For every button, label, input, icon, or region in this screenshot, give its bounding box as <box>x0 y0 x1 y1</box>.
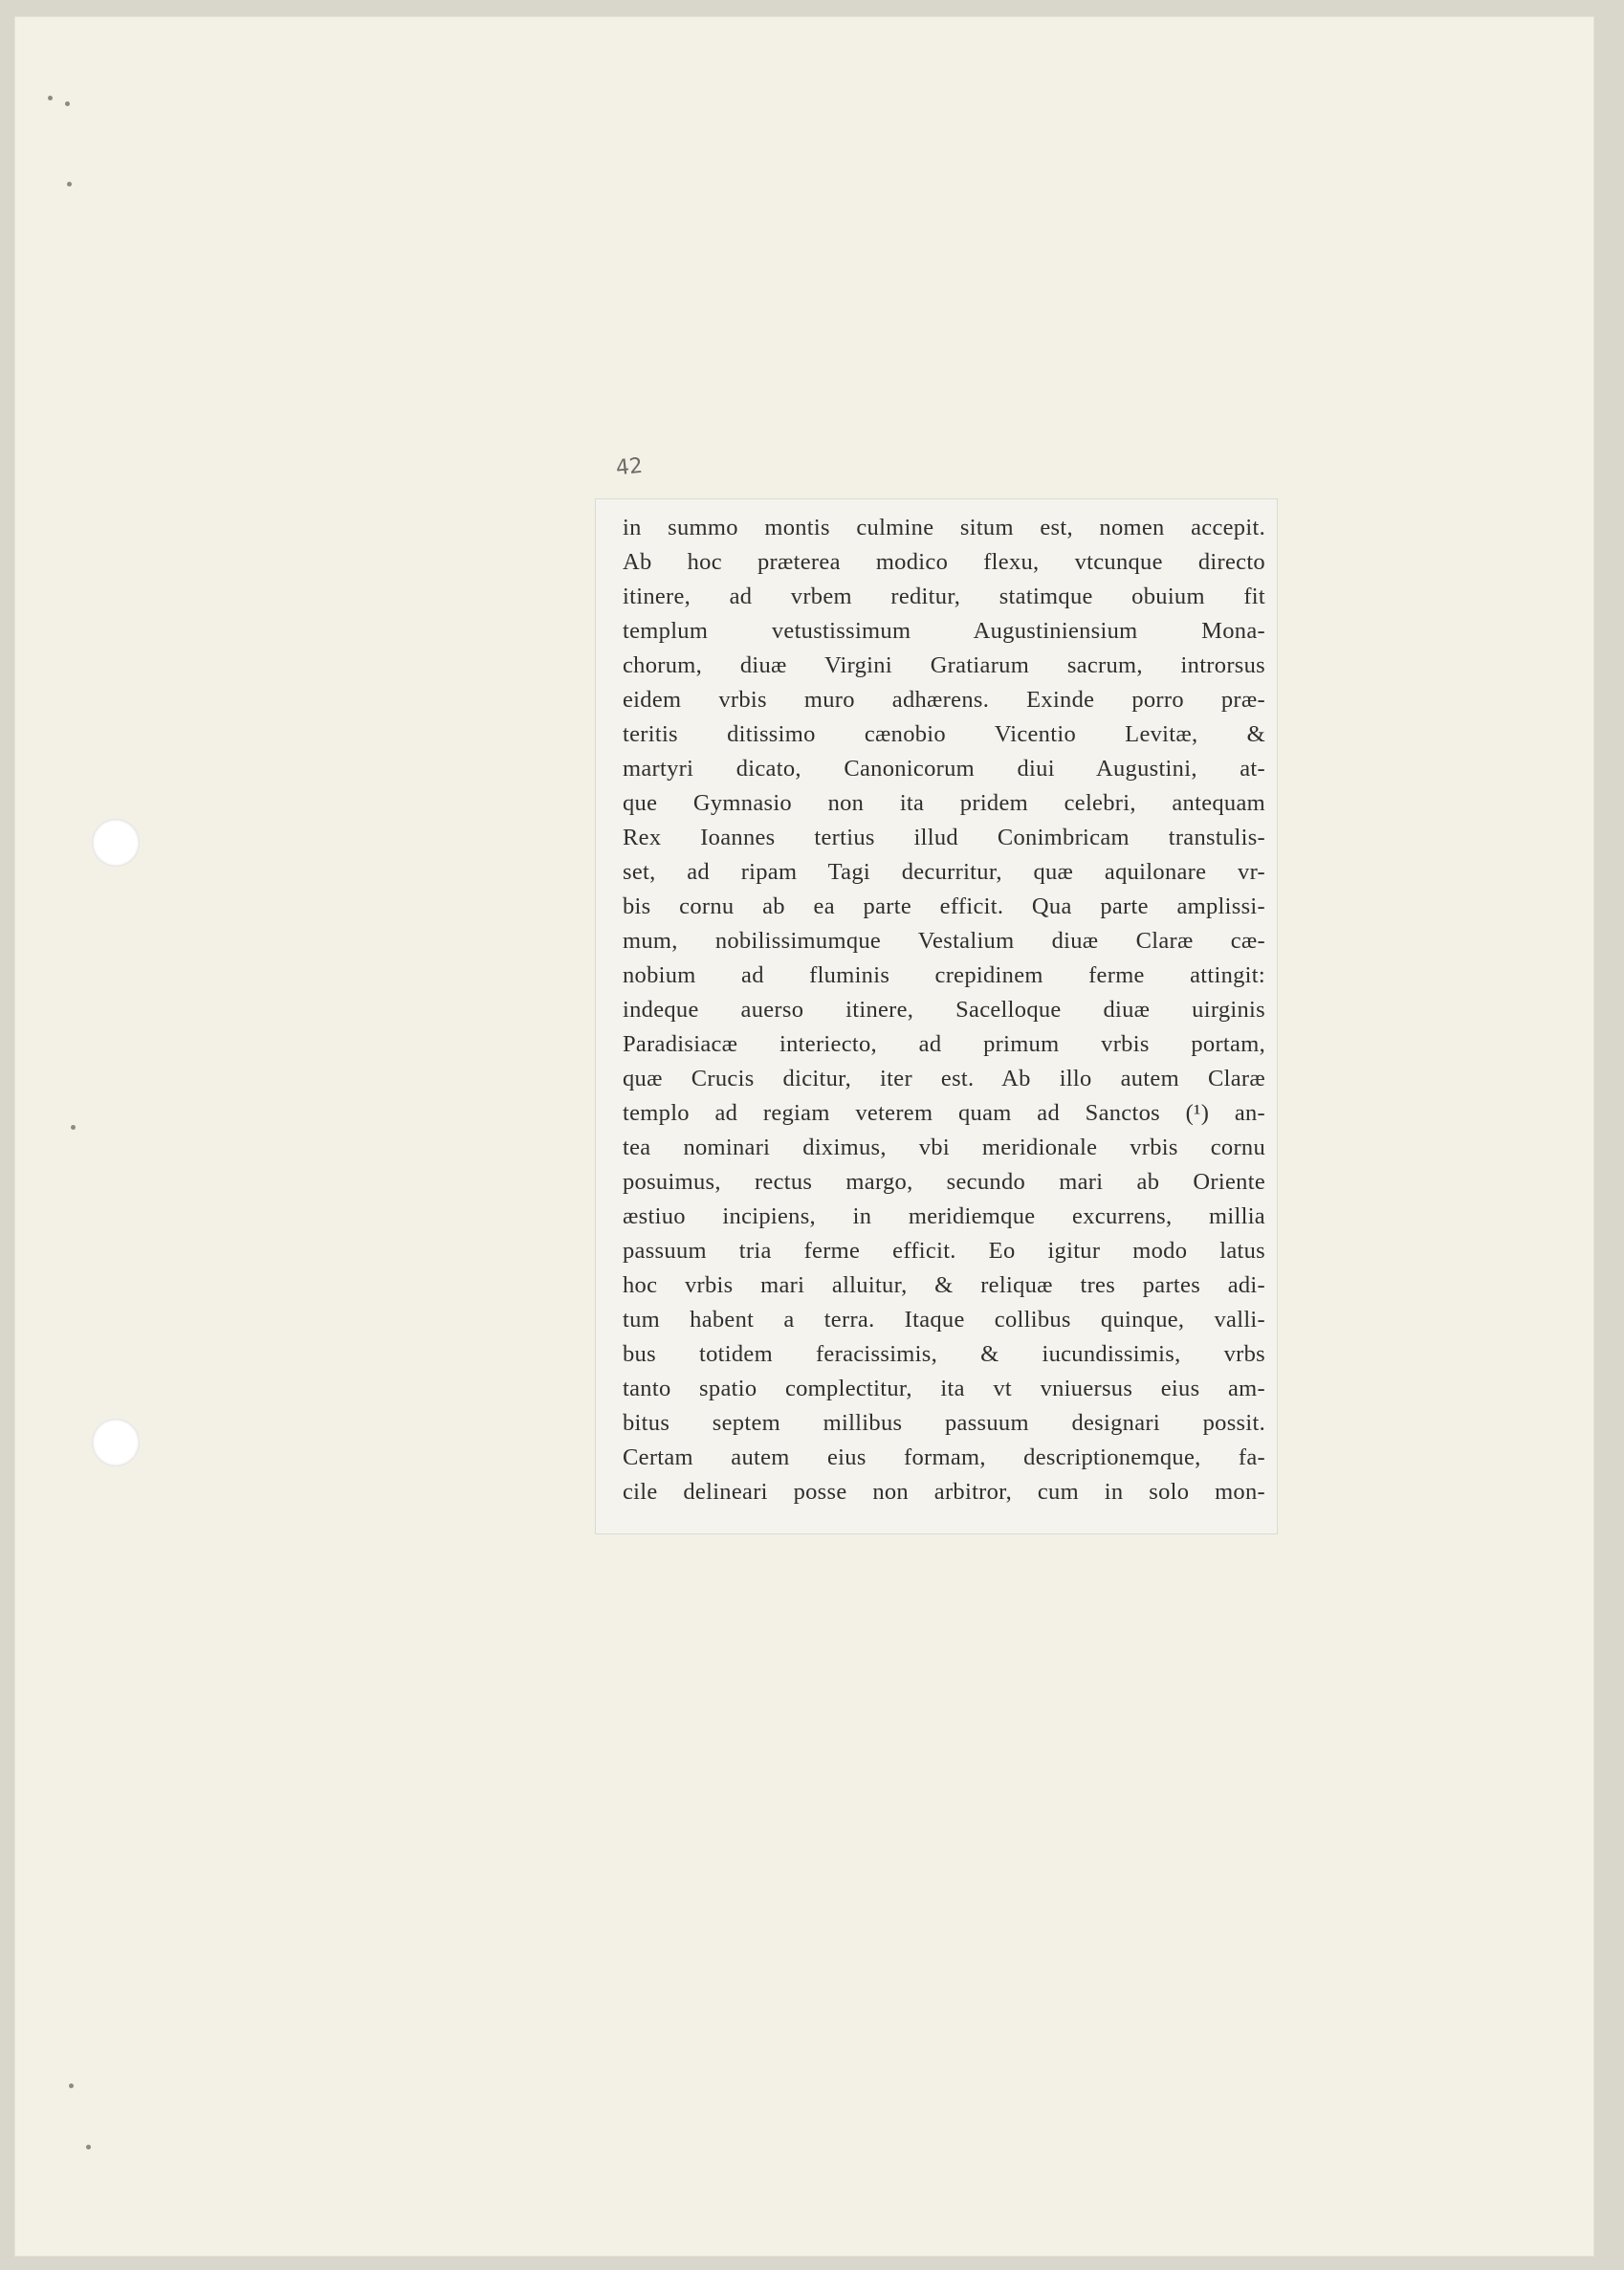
text-line: set, ad ripam Tagi decurritur, quæ aquilonare vr- <box>623 859 1265 885</box>
text-line: nobium ad fluminis crepidinem ferme attingit: <box>623 962 1265 988</box>
text-line: passuum tria ferme efficit. Eo igitur modo latus <box>623 1238 1265 1264</box>
text-line: tea nominari diximus, vbi meridionale vrbis cornu <box>623 1135 1265 1160</box>
text-line: templum vetustissimum Augustiniensium Mona- <box>623 618 1265 644</box>
punch-hole-top <box>92 819 140 867</box>
text-line: in summo montis culmine situm est, nomen accepit. <box>623 515 1265 540</box>
text-line: Ab hoc præterea modico flexu, vtcunque directo <box>623 549 1265 575</box>
speck-mark <box>69 2083 74 2088</box>
text-line: tanto spatio complectitur, ita vt vniuersus eius am- <box>623 1376 1265 1401</box>
text-line: indeque auerso itinere, Sacelloque diuæ uirginis <box>623 997 1265 1023</box>
speck-mark <box>67 182 72 187</box>
text-line: hoc vrbis mari alluitur, & reliquæ tres partes adi- <box>623 1272 1265 1298</box>
text-line: Certam autem eius formam, descriptionemque, fa- <box>623 1444 1265 1470</box>
album-page <box>15 17 1593 2256</box>
text-line: templo ad regiam veterem quam ad Sanctos (¹) an- <box>623 1100 1265 1126</box>
text-line: mum, nobilissimumque Vestalium diuæ Claræ cæ- <box>623 928 1265 954</box>
text-line: itinere, ad vrbem reditur, statimque obuium fit <box>623 584 1265 609</box>
text-line: posuimus, rectus margo, secundo mari ab Oriente <box>623 1169 1265 1195</box>
text-line: cile delineari posse non arbitror, cum in solo mon- <box>623 1479 1265 1505</box>
text-line: chorum, diuæ Virgini Gratiarum sacrum, introrsus <box>623 652 1265 678</box>
punch-hole-bottom <box>92 1419 140 1466</box>
text-line: bis cornu ab ea parte efficit. Qua parte amplissi- <box>623 893 1265 919</box>
text-line: bus totidem feracissimis, & iucundissimis, vrbs <box>623 1341 1265 1367</box>
text-line: Paradisiacæ interiecto, ad primum vrbis portam, <box>623 1031 1265 1057</box>
speck-mark <box>48 96 53 100</box>
text-line: que Gymnasio non ita pridem celebri, antequam <box>623 790 1265 816</box>
text-line: bitus septem millibus passuum designari possit. <box>623 1410 1265 1436</box>
text-line: æstiuo incipiens, in meridiemque excurrens, millia <box>623 1203 1265 1229</box>
text-line: teritis ditissimo cænobio Vicentio Levitæ, & <box>623 721 1265 747</box>
text-line: tum habent a terra. Itaque collibus quinque, valli- <box>623 1307 1265 1333</box>
speck-mark <box>86 2145 91 2149</box>
handwritten-page-number: 42 <box>614 453 645 481</box>
text-line: Rex Ioannes tertius illud Conimbricam transtulis- <box>623 825 1265 850</box>
speck-mark <box>65 101 70 106</box>
text-line: quæ Crucis dicitur, iter est. Ab illo autem Claræ <box>623 1066 1265 1091</box>
text-line: martyri dicato, Canonicorum diui Augustini, at- <box>623 756 1265 782</box>
latin-text-body <box>623 511 1265 1510</box>
text-line: eidem vrbis muro adhærens. Exinde porro præ- <box>623 687 1265 713</box>
printed-text-clipping <box>595 498 1278 1534</box>
speck-mark <box>71 1125 76 1130</box>
